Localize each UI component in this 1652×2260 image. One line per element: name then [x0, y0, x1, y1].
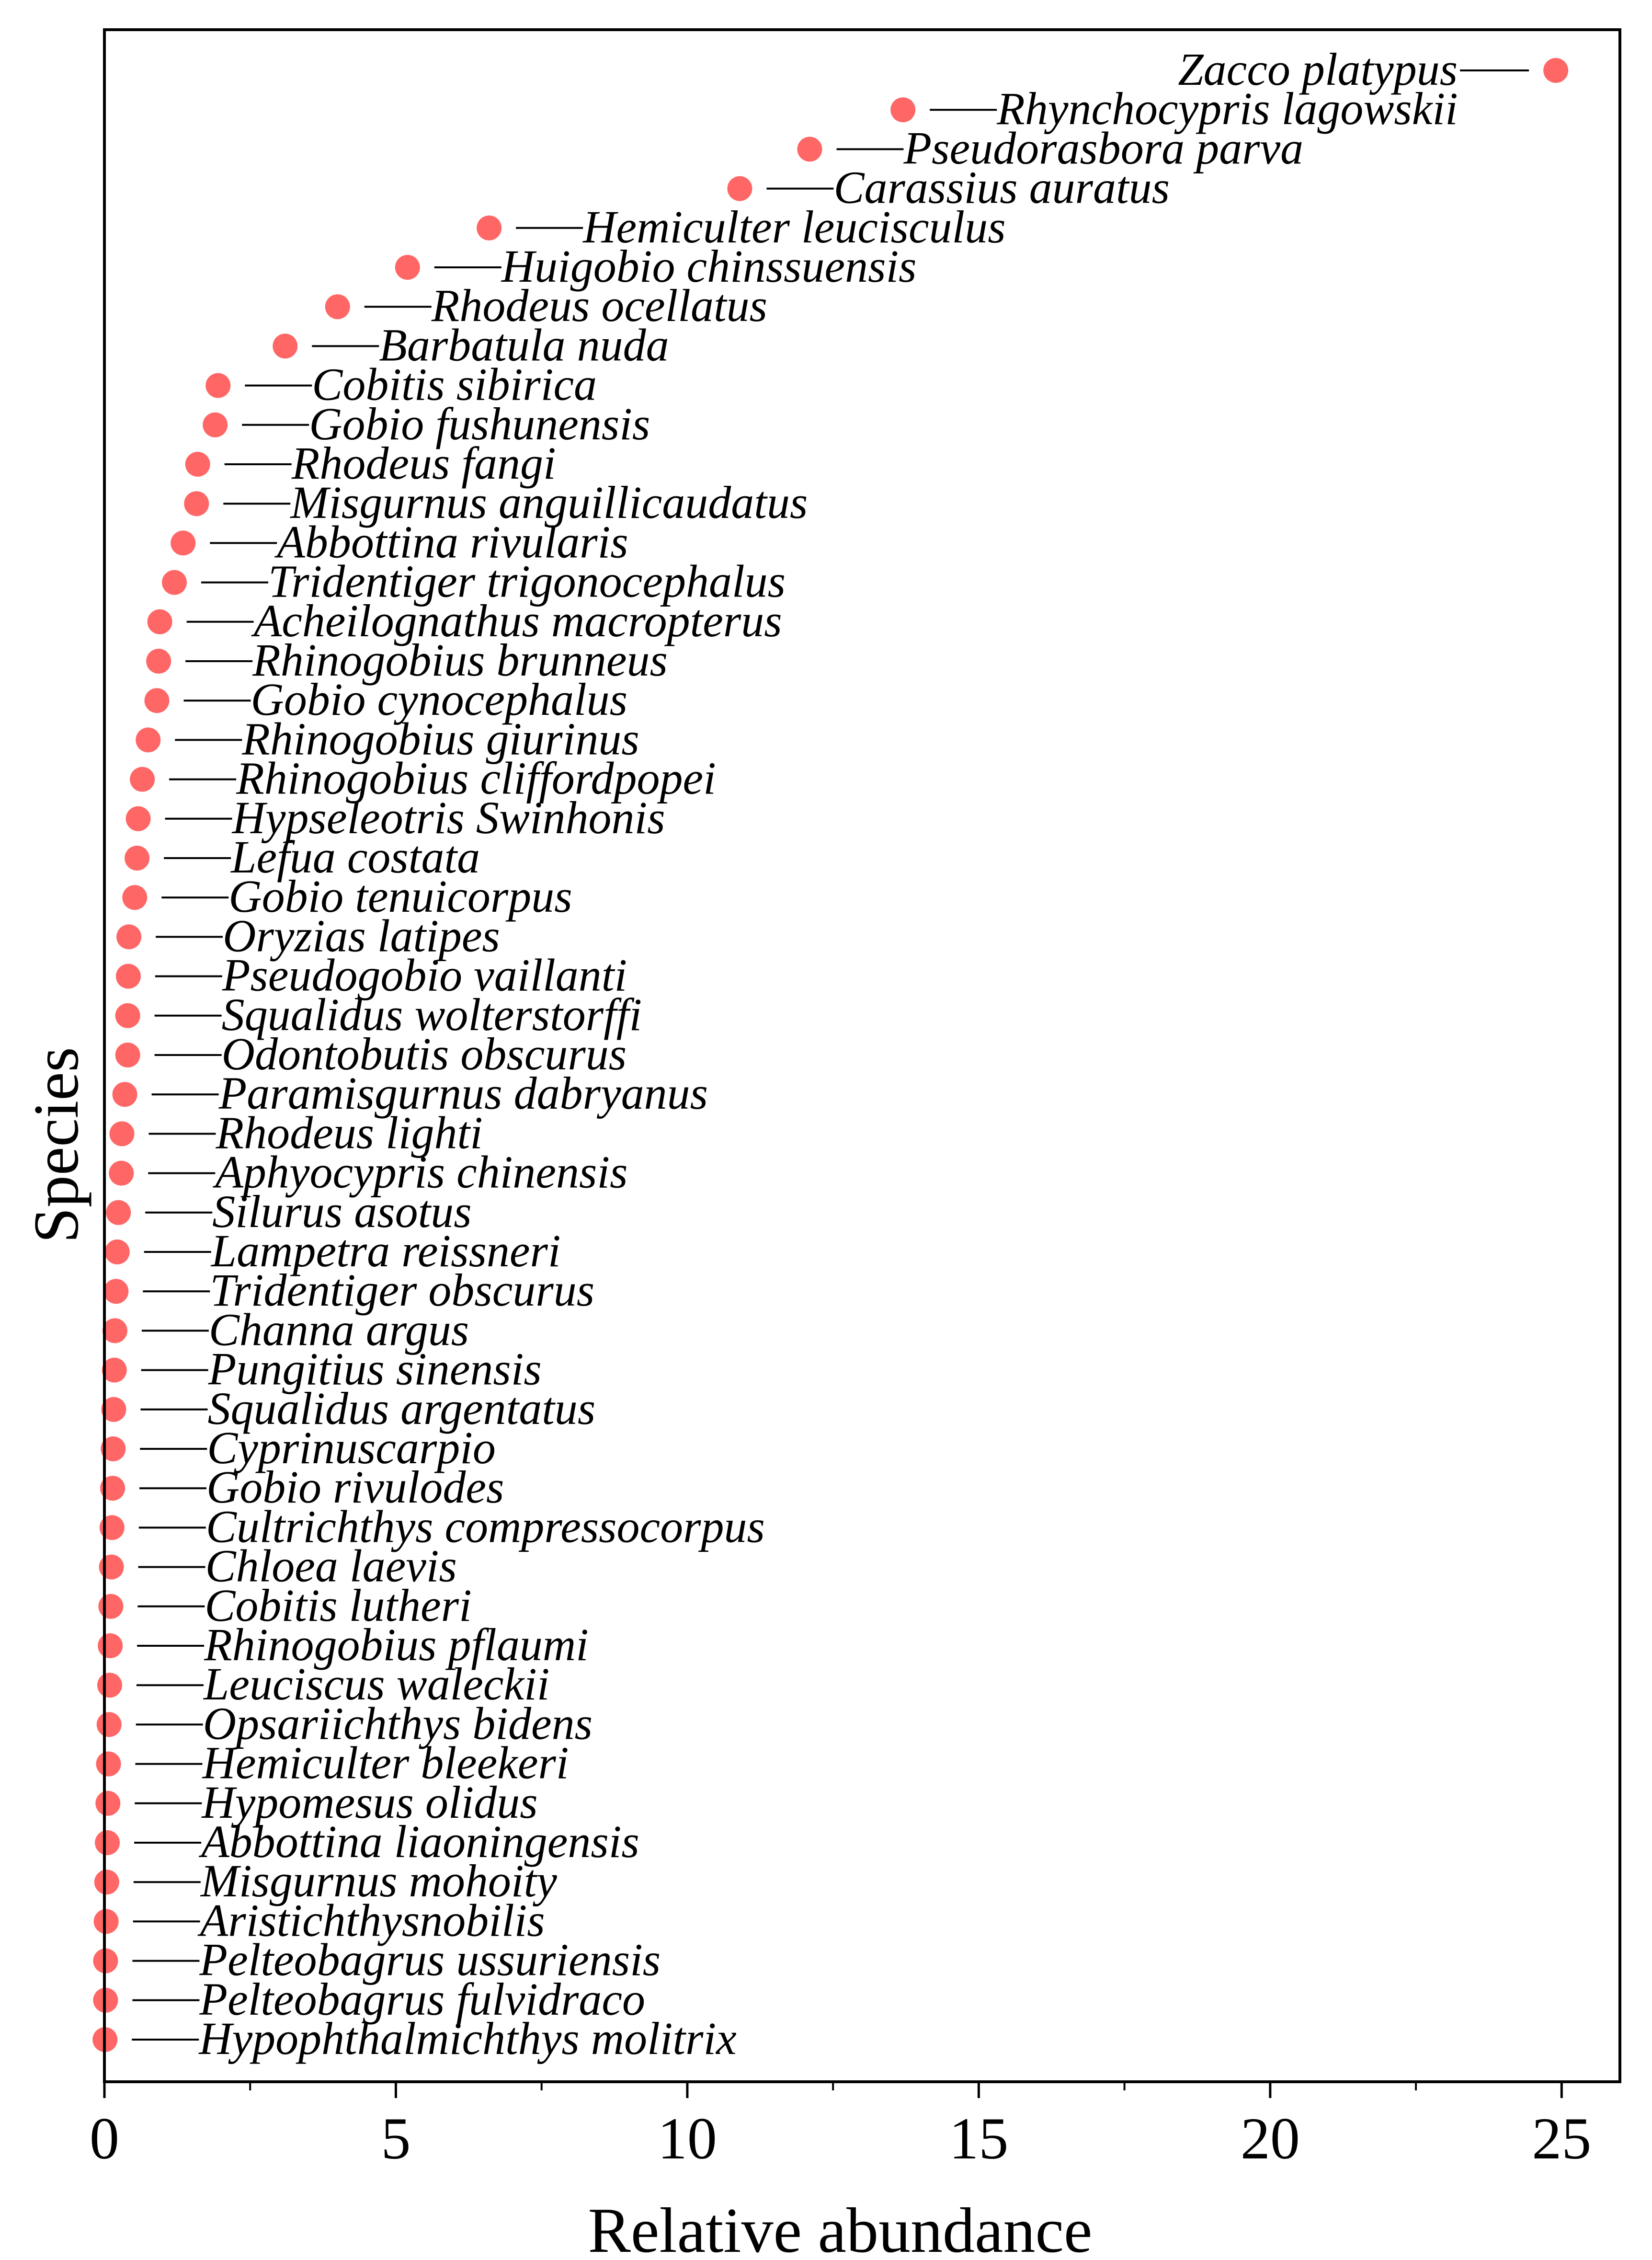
data-point: [125, 846, 149, 871]
data-point: [98, 1594, 123, 1619]
data-point: [105, 1239, 130, 1264]
data-point: [136, 727, 160, 752]
data-point: [115, 1003, 140, 1028]
species-label: Cyprinuscarpio: [207, 1422, 496, 1473]
ticks-layer: [90, 2082, 1591, 2171]
species-label: Pelteobagrus fulvidraco: [199, 1973, 645, 2025]
species-label: Silurus asotus: [212, 1185, 472, 1237]
species-label: Rhinogobius pflaumi: [204, 1619, 589, 1670]
species-label: Aphyocypris chinensis: [215, 1146, 628, 1198]
x-axis-title: Relative abundance: [588, 2195, 1093, 2260]
x-tick-label: 0: [90, 2106, 119, 2171]
species-label: Oryzias latipes: [223, 910, 500, 962]
x-tick-label: 10: [657, 2106, 717, 2171]
data-point: [145, 688, 170, 713]
species-label: Channa argus: [208, 1304, 469, 1355]
species-label: Leuciscus waleckii: [203, 1658, 550, 1710]
data-point: [184, 491, 209, 516]
data-point: [95, 1791, 120, 1816]
species-label: Gobio tenuicorpus: [228, 871, 572, 922]
data-point: [162, 570, 187, 595]
data-point: [97, 1712, 122, 1737]
species-label: Hypseleotris Swinhonis: [232, 792, 665, 843]
data-point: [477, 216, 501, 241]
data-point: [99, 1555, 124, 1580]
species-label: Pelteobagrus ussuriensis: [199, 1934, 661, 1985]
species-label: Lampetra reissneri: [211, 1225, 561, 1276]
species-label: Abbottina rivularis: [277, 516, 628, 568]
data-point: [113, 1082, 137, 1107]
species-label: Zacco platypus: [1178, 44, 1458, 95]
species-label: Hypomesus olidus: [202, 1776, 538, 1828]
data-point: [109, 1161, 134, 1186]
data-point: [122, 885, 147, 910]
species-label: Paramisgurnus dabryanus: [218, 1067, 708, 1119]
species-label: Lefua costata: [231, 831, 480, 883]
x-tick-label: 20: [1240, 2106, 1300, 2171]
data-point: [103, 1318, 127, 1343]
data-point: [97, 1673, 122, 1698]
species-label: Barbatula nuda: [379, 319, 669, 371]
species-label: Rhodeus lighti: [216, 1107, 483, 1159]
species-label: Squalidus wolterstorffi: [221, 988, 642, 1040]
species-label: Gobio cynocephalus: [251, 674, 627, 725]
data-point: [146, 649, 171, 674]
species-label: Pseudorasbora parva: [903, 122, 1304, 174]
data-point: [94, 1870, 119, 1894]
data-point: [116, 924, 141, 949]
data-point: [96, 1752, 121, 1777]
species-label: Tridentiger trigonocephalus: [268, 555, 786, 607]
species-label: Acheilognathus macropterus: [253, 595, 782, 646]
species-label: Misgurnus anguillicaudatus: [290, 477, 808, 528]
data-point: [115, 1043, 140, 1067]
species-label: Rhinogobius giurinus: [242, 713, 639, 765]
data-point: [185, 452, 210, 477]
data-point: [727, 176, 752, 201]
species-label: Rhinogobius brunneus: [252, 634, 668, 686]
species-label: Chloea laevis: [205, 1540, 457, 1592]
data-point: [1543, 58, 1568, 83]
data-point: [273, 333, 297, 358]
data-point: [148, 609, 172, 634]
marks-layer: [92, 44, 1568, 2064]
data-point: [395, 255, 420, 280]
data-point: [130, 767, 155, 792]
species-label: Rhynchocypris lagowskii: [997, 83, 1458, 135]
species-label: Rhodeus ocellatus: [431, 280, 767, 332]
data-point: [203, 413, 228, 437]
species-label: Cultrichthys compressocorpus: [205, 1501, 765, 1552]
data-point: [171, 530, 195, 555]
data-point: [797, 137, 822, 161]
data-point: [95, 1830, 120, 1855]
species-label: Gobio rivulodes: [206, 1461, 504, 1513]
species-label: Squalidus argentatus: [207, 1382, 596, 1434]
species-label: Pungitius sinensis: [208, 1343, 542, 1395]
species-label: Hemiculter leucisculus: [583, 201, 1006, 252]
species-label: Rhodeus fangi: [291, 437, 556, 489]
data-point: [890, 97, 915, 122]
species-label: Aristichthysnobilis: [200, 1894, 545, 1946]
y-axis-title: Species: [21, 1047, 91, 1243]
species-label: Hypophthalmichthys molitrix: [199, 2013, 737, 2064]
species-label: Cobitis sibirica: [312, 358, 597, 410]
data-point: [110, 1121, 135, 1146]
species-label: Pseudogobio vaillanti: [222, 949, 627, 1001]
species-label: Cobitis lutheri: [205, 1579, 472, 1631]
species-label: Huigobio chinssuensis: [501, 241, 917, 292]
data-point: [205, 373, 230, 398]
x-tick-label: 25: [1532, 2106, 1592, 2171]
data-point: [325, 294, 350, 319]
data-point: [103, 1279, 128, 1304]
x-tick-label: 15: [949, 2106, 1009, 2171]
species-label: Abbottina liaoningensis: [201, 1816, 639, 1867]
species-label: Misgurnus mohoity: [200, 1855, 557, 1907]
species-label: Tridentiger obscurus: [210, 1264, 595, 1316]
data-point: [116, 964, 141, 989]
species-label: Hemiculter bleekeri: [202, 1737, 569, 1789]
species-label: Odontobutis obscurus: [221, 1028, 627, 1079]
data-point: [126, 806, 151, 831]
species-label: Carassius auratus: [833, 161, 1170, 213]
species-label: Opsariichthys bidens: [203, 1698, 593, 1749]
x-tick-label: 5: [381, 2106, 411, 2171]
species-label: Rhinogobius cliffordpopei: [236, 752, 716, 804]
data-point: [98, 1633, 123, 1658]
data-point: [94, 1909, 119, 1934]
data-point: [106, 1200, 131, 1225]
species-label: Gobio fushunensis: [309, 398, 650, 449]
